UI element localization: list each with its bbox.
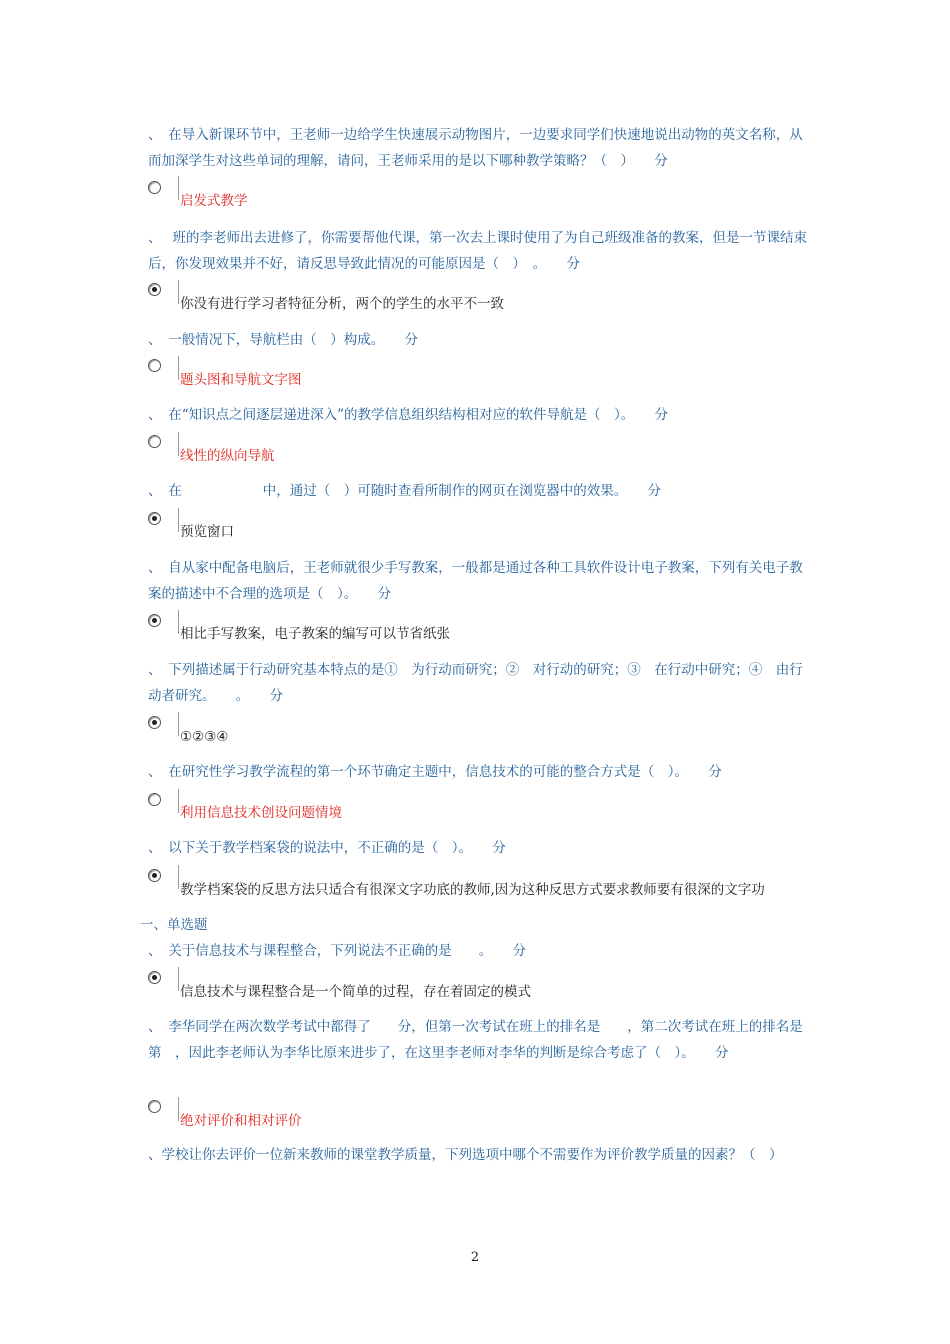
radio-button[interactable]	[148, 359, 161, 372]
answer-text: ①②③④	[180, 729, 229, 745]
answer-divider	[178, 280, 179, 304]
answer-divider	[178, 1097, 179, 1121]
answer-text: 信息技术与课程整合是一个简单的过程，存在着固定的模式	[180, 984, 531, 1000]
answer-text: 启发式教学	[180, 193, 248, 209]
question-text: 、 以下关于教学档案袋的说法中，不正确的是（ ）。 分	[148, 840, 506, 856]
radio-button-selected[interactable]	[148, 971, 161, 984]
answer-divider	[178, 789, 179, 813]
radio-button[interactable]	[148, 181, 161, 194]
question-text: 、 在“知识点之间逐层递进深入”的教学信息组织结构相对应的软件导航是（ ）。 分	[148, 407, 669, 423]
page-number: 2	[470, 1250, 480, 1265]
question-text: 、学校让你去评价一位新来教师的课堂教学质量，下列选项中哪个不需要作为评价教学质量的因素？（ ）	[148, 1147, 783, 1163]
question-text: 、 下列描述属于行动研究基本特点的是① 为行动而研究；② 对行动的研究；③ 在行动中研究；④ 由行动者研究。 。 分	[148, 662, 803, 704]
question-text: 、 自从家中配备电脑后，王老师就很少手写教案，一般都是通过各种工具软件设计电子教案，下列有关电子教案的描述中不合理的选项是（ ）。 分	[148, 560, 803, 602]
answer-text: 绝对评价和相对评价	[180, 1113, 302, 1129]
question-text: 、 班的李老师出去进修了，你需要帮他代课，第一次去上课时使用了为自己班级准备的教案，但是一节课结束后，你发现效果并不好，请反思导致此情况的可能原因是（ ） 。 分	[148, 230, 808, 272]
section-title: 一、单选题	[140, 917, 208, 933]
question-text: 、 一般情况下，导航栏由（ ）构成。 分	[148, 332, 418, 348]
radio-button[interactable]	[148, 793, 161, 806]
question-text: 、 在研究性学习教学流程的第一个环节确定主题中，信息技术的可能的整合方式是（ ）。 分	[148, 764, 722, 780]
question-text: 、 在导入新课环节中，王老师一边给学生快速展示动物图片，一边要求同学们快速地说出动物的英文名称，从而加深学生对这些单词的理解，请问，王老师采用的是以下哪种教学策略？（ ） 分	[148, 127, 803, 169]
radio-button[interactable]	[148, 435, 161, 448]
radio-button[interactable]	[148, 1100, 161, 1113]
answer-divider	[178, 176, 179, 200]
question-text: 、 在 中，通过（ ）可随时查看所制作的网页在浏览器中的效果。 分	[148, 483, 661, 499]
answer-text: 利用信息技术创设问题情境	[180, 805, 342, 821]
answer-divider	[178, 967, 179, 991]
answer-divider	[178, 712, 179, 736]
radio-button-selected[interactable]	[148, 614, 161, 627]
answer-divider	[178, 610, 179, 634]
answer-text: 预览窗口	[180, 524, 234, 540]
question-text: 、 关于信息技术与课程整合，下列说法不正确的是 。 分	[148, 943, 526, 959]
question-text: 、 李华同学在两次数学考试中都得了 分，但第一次考试在班上的排名是 ，第二次考试在班上的排名是第 ，因此李老师认为李华比原来进步了，在这里李老师对李华的判断是综合考虑了（ ）。 分	[148, 1019, 803, 1061]
answer-divider	[178, 432, 179, 456]
answer-text: 你没有进行学习者特征分析，两个的学生的水平不一致	[180, 296, 504, 312]
answer-text: 教学档案袋的反思方法只适合有很深文字功底的教师,因为这种反思方式要求教师要有很深的文字功	[180, 882, 765, 898]
radio-button-selected[interactable]	[148, 869, 161, 882]
answer-divider	[178, 508, 179, 532]
answer-divider	[178, 356, 179, 380]
radio-button-selected[interactable]	[148, 716, 161, 729]
answer-text: 相比手写教案，电子教案的编写可以节省纸张	[180, 626, 450, 642]
answer-divider	[178, 865, 179, 889]
radio-button-selected[interactable]	[148, 512, 161, 525]
answer-text: 题头图和导航文字图	[180, 372, 302, 388]
answer-text: 线性的纵向导航	[180, 448, 275, 464]
radio-button-selected[interactable]	[148, 283, 161, 296]
